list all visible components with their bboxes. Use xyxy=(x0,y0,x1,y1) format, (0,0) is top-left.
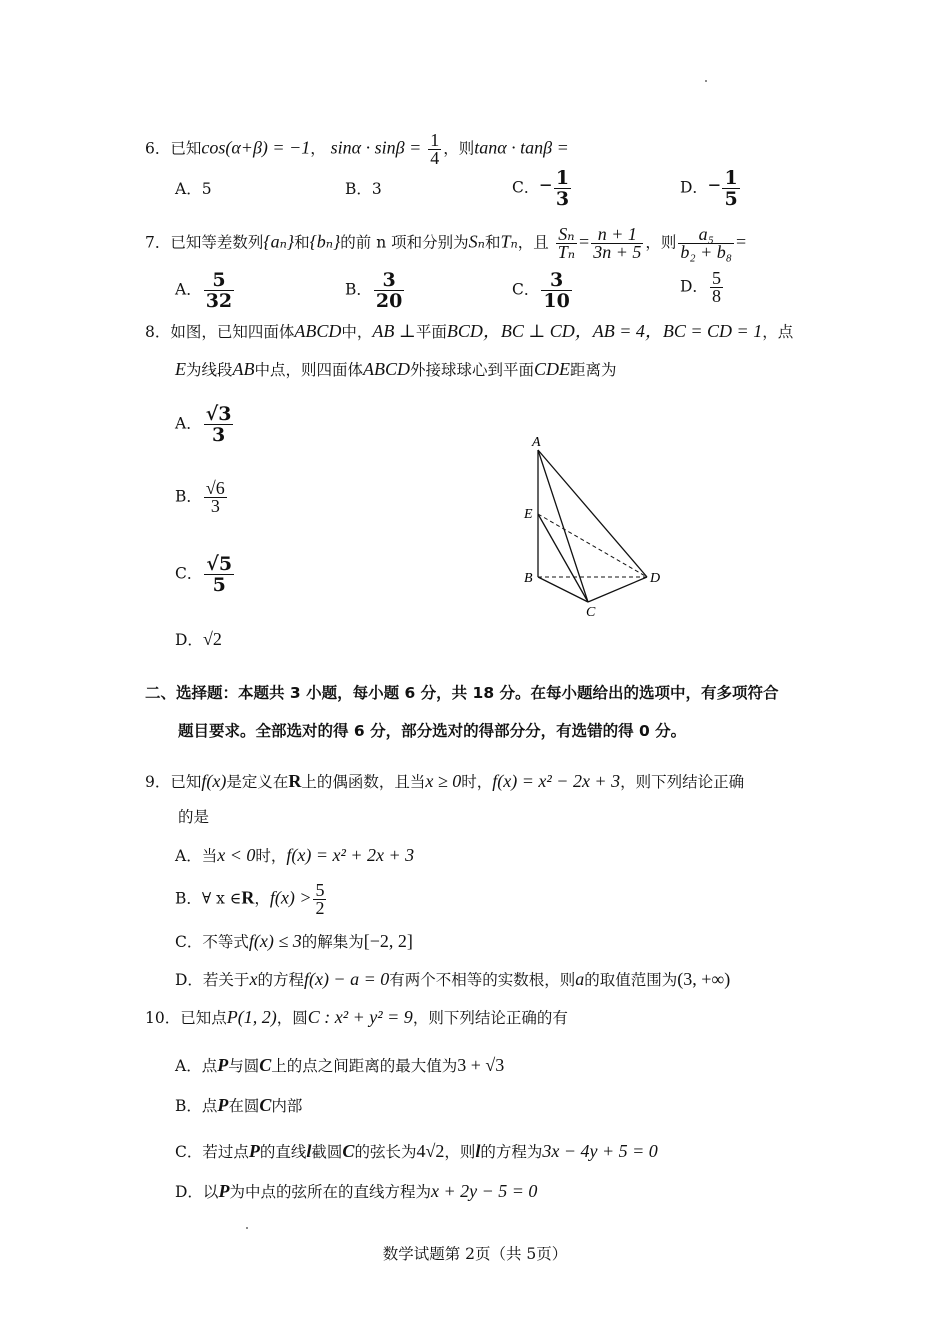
label-a: A xyxy=(532,435,541,450)
q8-tetrahedron-figure xyxy=(515,430,675,620)
page-footer: 数学试题第 2页（共 5页） xyxy=(382,1245,568,1263)
edge-ad xyxy=(538,450,647,577)
label-b: B xyxy=(524,571,533,586)
q9-option-b: B．∀ x ∈R，f(x) > $\frac{5}{2}$ xyxy=(175,880,325,918)
q8-option-d: D．√2 xyxy=(175,629,222,649)
q6-option-d: D．− $\frac{1}{5}$ xyxy=(680,167,738,210)
q6-option-b: B．3 xyxy=(345,180,382,198)
q7-rhs: $\frac{n + 1}{3n + 5}$ xyxy=(593,224,642,262)
q10-option-d: D．以P为中点的弦所在的直线方程为x + 2y − 5 = 0 xyxy=(175,1181,538,1201)
q9-option-d: D．若关于x的方程f(x) − a = 0有两个不相等的实数根，则a的取值范围为(3, +∞) xyxy=(175,969,731,989)
q7-option-c: C． $\frac{3}{10}$ xyxy=(512,269,570,312)
q6-cos-equation: cos(α+β) = −1 xyxy=(201,137,311,158)
q8-stem-line1: 8．如图，已知四面体ABCD中，AB ⊥平面BCD，BC ⊥ CD，AB = 4，BC = CD = 1，点 xyxy=(145,321,794,341)
q10-option-a: A．点P与圆C上的点之间距离的最大值为3 + √3 xyxy=(175,1055,505,1075)
q7-ratio: $\frac{\text{Sₙ}}{\text{Tₙ}}$ xyxy=(557,224,576,262)
q9-stem-line1: 9．已知f(x)是定义在R上的偶函数，且当x ≥ 0时，f(x) = x² − 2x + 3，则下列结论正确 xyxy=(145,771,745,791)
q7-ask: $\frac{\text{a₅}}{\text{b₂ + b₈}}$ xyxy=(680,224,733,262)
q6-option-c: C．− $\frac{1}{3}$ xyxy=(512,167,570,210)
q8-option-b: B． $\frac{√6}{3}$ xyxy=(175,478,225,516)
scan-dot xyxy=(246,1227,248,1229)
section2-line1: 二、选择题：本题共 3 小题，每小题 6 分，共 18 分。在每小题给出的选项中，有多项符合 xyxy=(145,684,779,702)
q8-option-c: C． $\frac{√5}{5}$ xyxy=(175,553,233,596)
q9-stem-line2: 的是 xyxy=(178,808,210,826)
q8-stem-line2: E为线段AB中点，则四面体ABCD外接球球心到平面CDE距离为 xyxy=(175,359,617,379)
q9-option-c: C．不等式f(x) ≤ 3的解集为[−2, 2] xyxy=(175,931,413,951)
label-d: D xyxy=(650,571,661,586)
q10-stem: 10．已知点P(1, 2)，圆C : x² + y² = 9，则下列结论正确的有 xyxy=(145,1007,568,1027)
q7-stem: 7．已知等差数列{aₙ}和{bₙ}的前 n 项和分别为Sₙ和Tₙ，且 $\frac{\text{Sₙ}}{\text{Tₙ}}$ = $\frac{n + 1}{3n + 5}$ ，则 $\frac{\text{a₅}}{\text{b₂ + b₈}}$ = xyxy=(145,224,747,262)
q9-option-a: A．当x < 0时，f(x) = x² + 2x + 3 xyxy=(175,845,415,865)
label-c: C xyxy=(586,605,596,620)
q6-stem: 6．已知cos(α+β) = −1， sinα · sinβ = $\frac{1}{4}$ ，则tanα · tanβ = xyxy=(145,130,569,168)
scan-dot xyxy=(705,80,707,82)
q8-option-a: A． $\frac{√3}{3}$ xyxy=(175,403,232,446)
q10-option-b: B．点P在圆C内部 xyxy=(175,1095,303,1115)
q6-fraction-quarter: $\frac{1}{4}$ xyxy=(430,130,440,168)
label-e: E xyxy=(524,507,533,522)
q7-option-b: B． $\frac{3}{20}$ xyxy=(345,269,403,312)
section2-line2: 题目要求。全部选对的得 6 分，部分选对的得部分分，有选错的得 0 分。 xyxy=(178,722,687,740)
q10-option-c: C．若过点P的直线l截圆C的弦长为4√2，则l的方程为3x − 4y + 5 = 0 xyxy=(175,1141,658,1161)
q7-option-d: D． $\frac{5}{8}$ xyxy=(680,268,721,306)
q6-sin-product: sinα · sinβ = xyxy=(330,137,422,158)
edge-cd xyxy=(588,577,647,602)
q6-tan-product: tanα · tanβ = xyxy=(474,137,569,158)
q6-option-a: A．5 xyxy=(175,180,212,198)
q7-option-a: A． $\frac{5}{32}$ xyxy=(175,269,233,312)
edge-ed-hidden xyxy=(538,514,647,577)
